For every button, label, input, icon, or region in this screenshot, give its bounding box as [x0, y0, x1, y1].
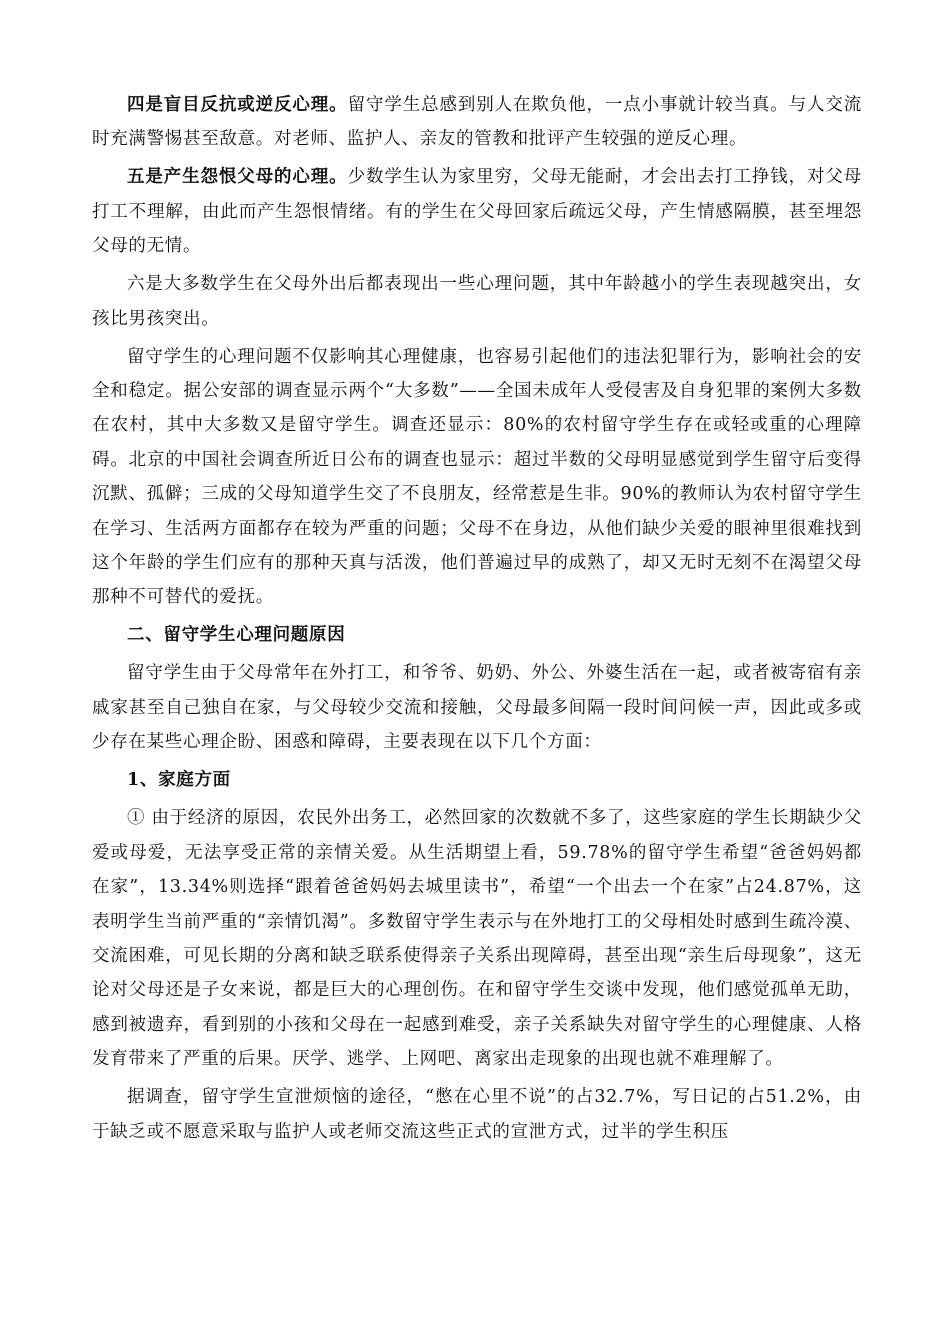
paragraph-body: 六是大多数学生在父母外出后都表现出一些心理问题，其中年龄越小的学生表现越突出，女孩比男孩突出。 [92, 274, 862, 329]
paragraph-body: 留守学生由于父母常年在外打工，和爷爷、奶奶、外公、外婆生活在一起，或者被寄宿有亲戚家甚至自己独自在家，与父母较少交流和接触，父母最多间隔一段时间问候一声，因此或多或少存在某些心理企盼、困惑和障碍，主要表现在以下几个方面： [92, 663, 862, 753]
paragraph-survey-venting [92, 1080, 862, 1149]
paragraph-body: 留守学生总感到别人在欺负他，一点小事就计较当真。与人交流时充满警惕甚至敌意。对老师、监护人、亲友的管教和批评产生较强的逆反心理。 [92, 95, 862, 150]
paragraph-body: 少数学生认为家里穷，父母无能耐，才会出去打工挣钱，对父母打工不理解，由此而产生怨恨情绪。有的学生在父母回家后疏远父母，产生情感隔膜，甚至埋怨父母的无情。 [92, 167, 862, 257]
paragraph-lead: 五是产生怨恨父母的心理。 [127, 167, 348, 188]
paragraph-lead: 四是盲目反抗或逆反心理。 [127, 95, 348, 115]
section-heading: 二、留守学生心理问题原因 [127, 625, 346, 646]
paragraph-resentment [92, 160, 862, 263]
paragraph-causes-intro [92, 656, 862, 759]
subsection-heading: 1、家庭方面 [127, 770, 231, 791]
paragraph-crime-statistics [92, 340, 862, 615]
paragraph-body: ① 由于经济的原因，农民外出务工，必然回家的次数就不多了，这些家庭的学生长期缺少父爱或母爱，无法享受正常的亲情关爱。从生活期望上看，59.78%的留守学生希望“爸爸妈妈都在家”，13.34%则选择“跟着爸爸妈妈去城里读书”，希望“一个出去一个在家”占24.87%，这表明学生当前严重的“亲情饥渴”。多数留守学生表示与在外地打工的父母相处时感到生疏冷漠、交流困难，可见长期的分离和缺乏联系使得亲子关系出现障碍，甚至出现“亲生后母现象”，这无论对父母还是子女来说，都是巨大的心理创伤。在和留守学生交谈中发现，他们感觉孤单无助，感到被遗弃，看到别的小孩和父母在一起感到难受，亲子关系缺失对留守学生的心理健康、人格发育带来了严重的后果。厌学、逃学、上网吧、离家出走现象的出现也就不难理解了。 [92, 808, 862, 1070]
paragraph-family-factors [92, 801, 862, 1076]
paragraph-body: 留守学生的心理问题不仅影响其心理健康，也容易引起他们的违法犯罪行为，影响社会的安全和稳定。据公安部的调查显示两个“大多数”——全国未成年人受侵害及自身犯罪的案例大多数在农村，其中大多数又是留守学生。调查还显示：80%的农村留守学生存在或轻或重的心理障碍。北京的中国社会调查所近日公布的调查也显示：超过半数的父母明显感觉到学生留守后变得沉默、孤僻；三成的父母知道学生交了不良朋友，经常惹是生非。90%的教师认为农村留守学生在学习、生活两方面都存在较为严重的问题；父母不在身边，从他们缺少关爱的眼神里很难找到这个年龄的学生们应有的那种天真与活泼，他们普遍过早的成熟了，却又无时无刻不在渴望父母那种不可替代的爱抚。 [92, 346, 862, 608]
paragraph-age-gender [92, 267, 862, 336]
paragraph-body: 据调查，留守学生宣泄烦恼的途径，“憋在心里不说”的占32.7%，写日记的占51.2%，由于缺乏或不愿意采取与监护人或老师交流这些正式的宣泄方式，过半的学生积压 [92, 1087, 862, 1142]
paragraph-rebellion [92, 88, 862, 157]
